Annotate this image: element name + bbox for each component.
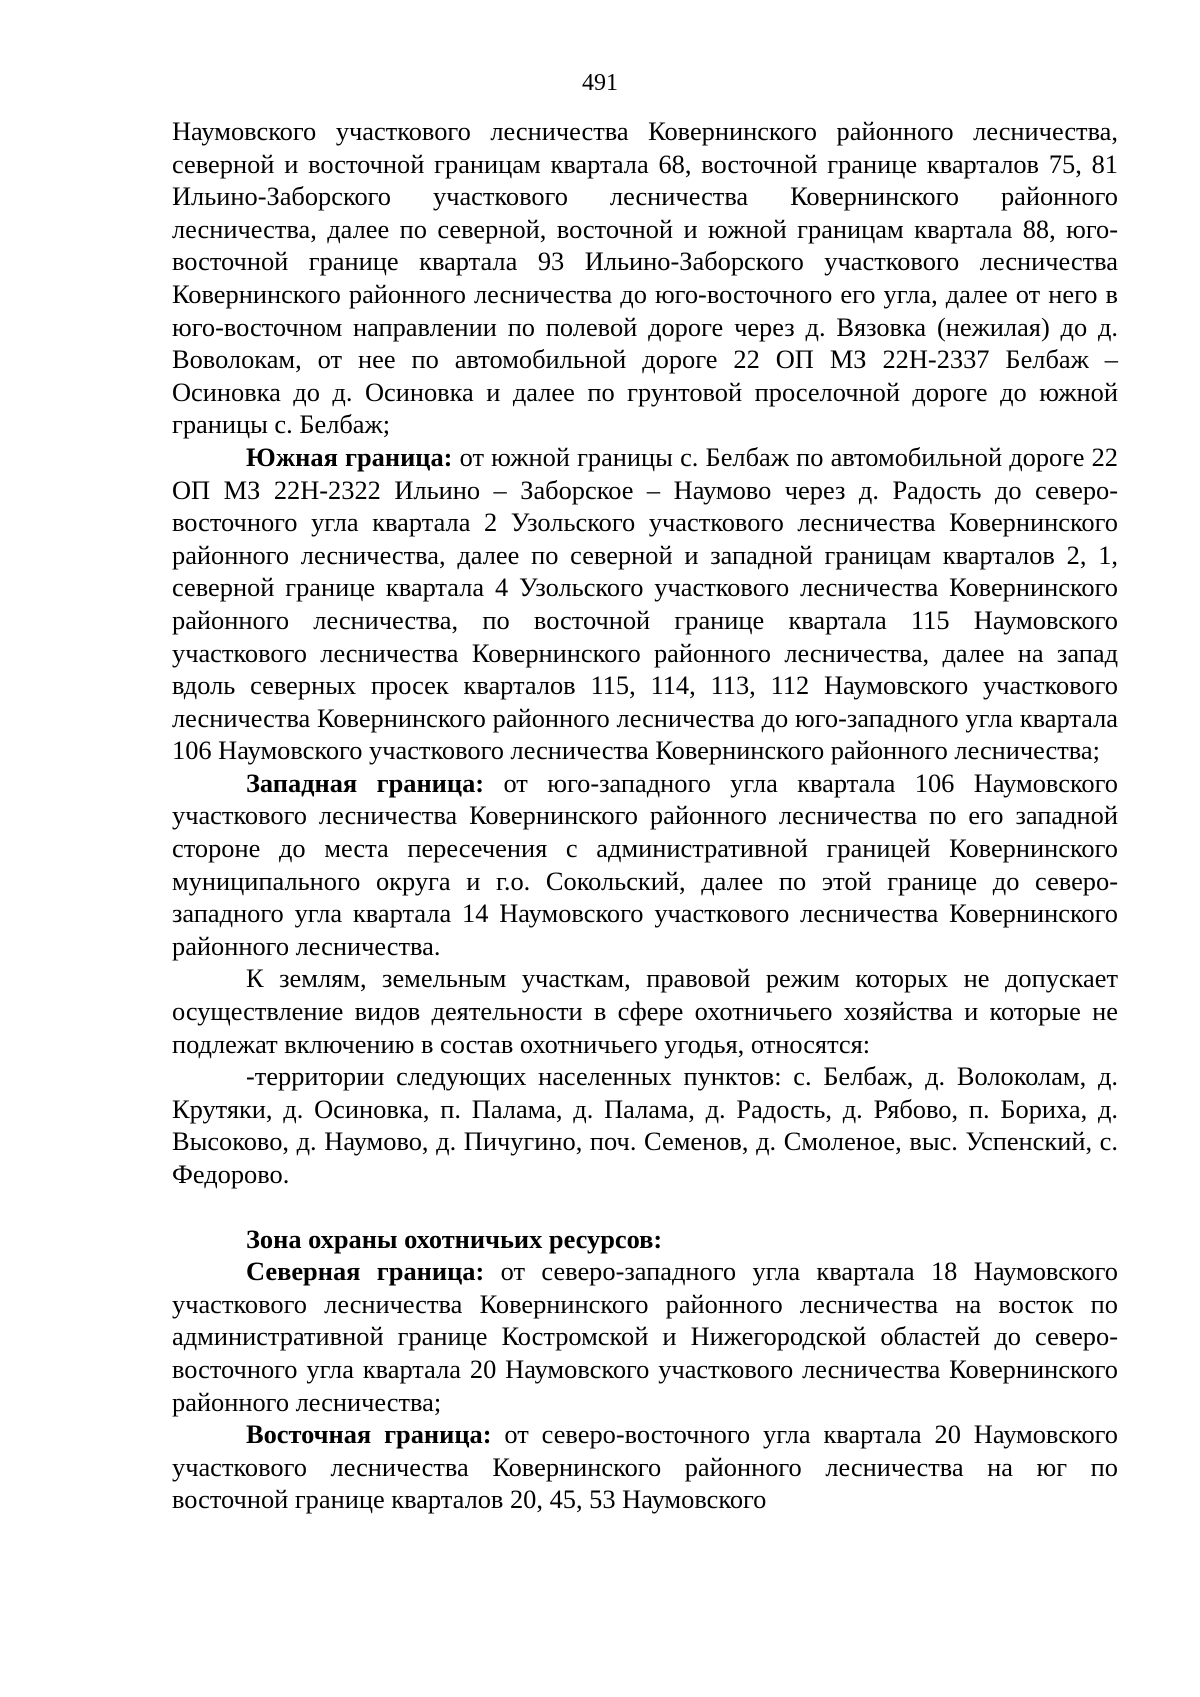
paragraph-territories: -территории следующих населенных пунктов: с. Белбаж, д. Волоколам, д. Крутяки, д. Осиновка, п. Палама, д. Палама, д. Радость, д. Рябово, п. Бориха, д. Высоково, д. Наумово, д. Пичугино, поч. Семенов, д. Смоленое, выс. Успенский, с. Федорово. [172,1061,1118,1189]
east-border-label: Восточная граница: [246,1419,492,1450]
south-border-text: от южной границы с. Белбаж по автомобильной дороге 22 ОП МЗ 22Н-2322 Ильино – Заборское – Наумово через д. Радость до северо-восточного угла квартала 2 Узольского участкового лесничества Ковернинского районного лесничества, далее по северной и западной границам кварталов 2, 1, северной границе квартала 4 Узольского участкового лесничества Ковернинского районного лесничества, по восточной границе квартала 115 Наумовского участкового лесничества Ковернинского районного лесничества, далее на запад вдоль северных просек кварталов 115, 114, 113, 112 Наумовского участкового лесничества Ковернинского районного лесничества до юго-западного угла квартала 106 Наумовского участкового лесничества Ковернинского районного лесничества; [172,441,1118,766]
paragraph-east-border [172,1418,1118,1516]
document-body [172,115,1118,1516]
paragraph-west-border [172,767,1118,963]
south-border-label: Южная граница: [246,441,453,472]
north-border-label: Северная граница: [246,1256,485,1287]
zone-heading: Зона охраны охотничьих ресурсов: [246,1223,663,1254]
north-border-text: от северо-западного угла квартала 18 Наумовского участкового лесничества Ковернинского районного лесничества на восток по административной границе Костромской и Нижегородской областей до северо-восточного угла квартала 20 Наумовского участкового лесничества Ковернинского районного лесничества; [172,1256,1118,1417]
section-gap [172,1191,1118,1223]
east-border-text: от северо-восточного угла квартала 20 Наумовского участкового лесничества Ковернинского районного лесничества на юг по восточной границе кварталов 20, 45, 53 Наумовского [172,1419,1118,1515]
paragraph-lands: К землям, земельным участкам, правовой режим которых не допускает осуществление видов деятельности в сфере охотничьего хозяйства и которые не подлежат включению в состав охотничьего угодья, относятся: [172,963,1118,1059]
page-number: 491 [582,70,618,96]
west-border-label: Западная граница: [246,767,485,798]
paragraph-north-border [172,1255,1118,1418]
paragraph-intro: Наумовского участкового лесничества Ковернинского районного лесничества, северной и восточной границам квартала 68, восточной границе кварталов 75, 81 Ильино-Заборского участкового лесничества Ковернинского районного лесничества, далее по северной, восточной и южной границам квартала 88, юго-восточной границе квартала 93 Ильино-Заборского участкового лесничества Ковернинского районного лесничества до юго-восточного его угла, далее от него в юго-восточном направлении по полевой дороге через д. Вязовка (нежилая) до д. Воволокам, от нее по автомобильной дороге 22 ОП МЗ 22Н-2337 Белбаж – Осиновка до д. Осиновка и далее по грунтовой проселочной дороге до южной границы с. Белбаж; [172,116,1118,440]
west-border-text: от юго-западного угла квартала 106 Наумовского участкового лесничества Ковернинского районного лесничества по его западной стороне до места пересечения с административной границей Ковернинского муниципального округа и г.о. Сокольский, далее по этой границе до северо-западного угла квартала 14 Наумовского участкового лесничества Ковернинского районного лесничества. [172,767,1118,961]
paragraph-south-border [172,441,1118,767]
